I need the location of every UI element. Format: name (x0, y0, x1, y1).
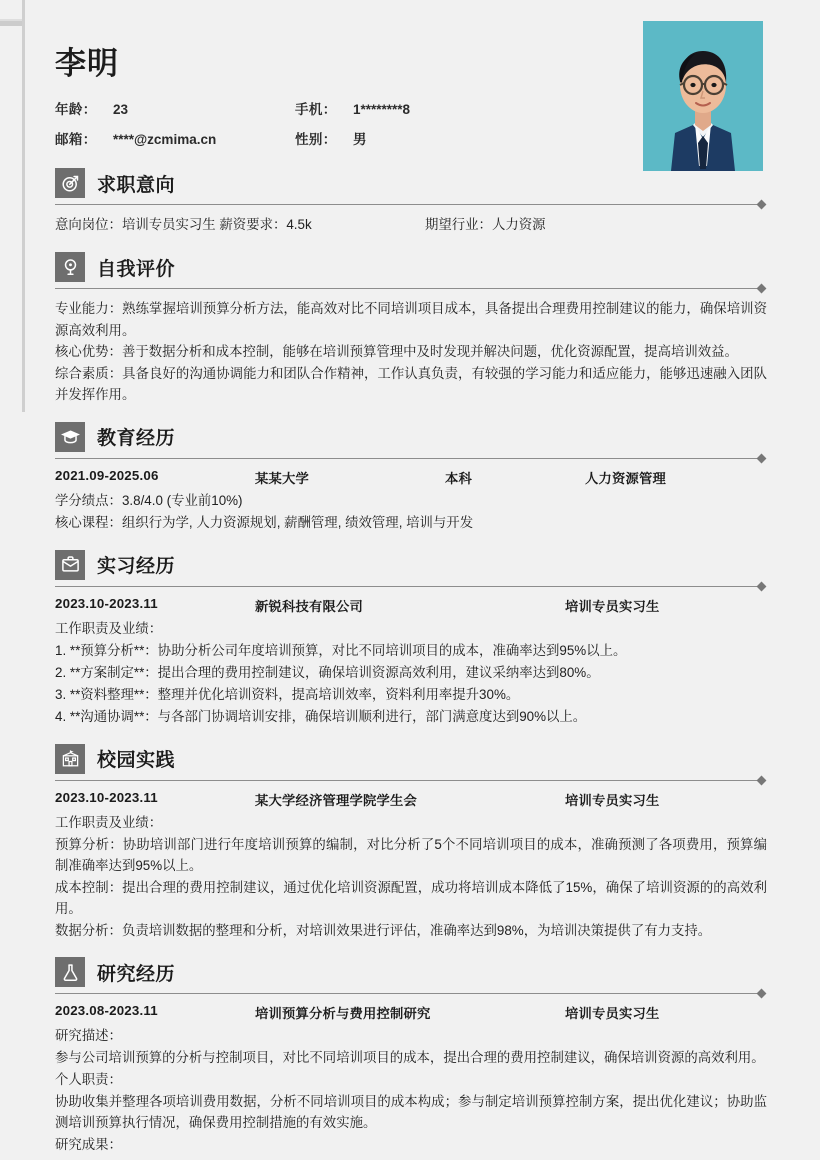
target-icon (55, 168, 85, 198)
research-date: 2023.08-2023.11 (55, 1003, 158, 1018)
internship-role: 培训专员实习生 (565, 598, 660, 614)
section-header-education (55, 422, 795, 452)
section-body-internship (55, 592, 767, 728)
phone-value: 1********8 (353, 102, 411, 117)
research-topic: 培训预算分析与费用控制研究 (255, 1006, 431, 1021)
contact-field-email (55, 128, 295, 148)
lightbulb-icon (55, 252, 85, 282)
research-role: 培训专员实习生 (565, 1006, 660, 1021)
section-divider-education (55, 454, 765, 464)
education-gpa: 学分绩点：3.8/4.0 (专业前10%) (55, 492, 243, 508)
research-desc-label: 研究描述： (55, 1028, 122, 1043)
campus-paragraph: 预算分析：协助培训部门进行年度培训预算的编制，对比分析了5个不同培训项目的成本，准确预测了各项费用，预算编制准确率达到95%以上。 (55, 836, 767, 873)
section-divider-job-intent (55, 200, 765, 210)
resume-header (25, 0, 795, 168)
section-job-intent (25, 168, 795, 236)
contact-field-phone (295, 98, 575, 118)
section-body-education (55, 464, 767, 534)
section-title-education: 教育经历 (97, 428, 176, 449)
campus-date: 2023.10-2023.11 (55, 789, 158, 805)
section-self-evaluation (25, 252, 795, 406)
education-major: 人力资源管理 (585, 470, 666, 486)
section-header-job-intent (55, 168, 795, 198)
internship-date: 2023.10-2023.11 (55, 595, 158, 611)
section-body-research (55, 999, 767, 1156)
section-campus-practice (25, 744, 795, 942)
school-building-icon (55, 744, 85, 774)
research-desc: 参与公司培训预算的分析与控制项目，对比不同培训项目的成本，提出合理的费用控制建议，确保培训资源的高效利用。 (55, 1050, 765, 1065)
section-research (25, 957, 795, 1156)
job-intent-industry: 期望行业：人力资源 (425, 217, 546, 232)
section-header-research (55, 957, 795, 987)
internship-item: 4. **沟通协调**：与各部门协调培训安排，确保培训顺利进行，部门满意度达到90%以上。 (55, 708, 587, 724)
email-label: 邮箱： (55, 132, 97, 147)
age-label: 年龄： (55, 102, 97, 117)
education-degree: 本科 (445, 470, 472, 486)
section-title-self-evaluation: 自我评价 (97, 258, 176, 280)
briefcase-icon (55, 550, 85, 580)
section-title-research: 研究经历 (97, 963, 176, 985)
research-duty-label: 个人职责： (55, 1071, 122, 1087)
research-duty: 协助收集并整理各项培训费用数据，分析不同培训项目的成本构成；参与制定培训预算控制方案，提出优化建议；协助监测培训预算执行情况，确保费用控制措施的有效实施。 (55, 1093, 767, 1130)
self-eval-paragraph: 专业能力：熟练掌握培训预算分析方法，能高效对比不同培训项目成本，具备提出合理费用控制建议的能力，确保培训资源高效利用。 (55, 301, 767, 338)
page-title: 李明 (55, 46, 119, 81)
email-value: ****@zcmima.cn (113, 132, 217, 147)
campus-paragraph: 数据分析：负责培训数据的整理和分析，对培训效果进行评估，准确率达到98%，为培训决策提供了有力支持。 (55, 922, 712, 938)
section-body-self-evaluation (55, 294, 767, 406)
internship-item: 2. **方案制定**：提出合理的费用控制建议，确保培训资源高效利用，建议采纳率达到80%。 (55, 664, 600, 680)
self-eval-paragraph: 综合素质：具备良好的沟通协调能力和团队合作精神，工作认真负责，有较强的学习能力和适应能力，能够迅速融入团队并发挥作用。 (55, 365, 767, 402)
gender-label: 性别： (295, 132, 337, 147)
internship-item: 3. **资料整理**：整理并优化培训资料，提高培训效率，资料利用率提升30%。 (55, 686, 520, 702)
section-title-internship: 实习经历 (97, 556, 176, 577)
section-internship (25, 550, 795, 728)
internship-subhead: 工作职责及业绩： (55, 620, 163, 636)
education-courses: 核心课程：组织行为学, 人力资源规划, 薪酬管理, 绩效管理, 培训与开发 (55, 514, 474, 530)
job-intent-line: 意向岗位：培训专员实习生 薪资要求：4.5k (55, 217, 312, 232)
section-title-campus-practice: 校园实践 (97, 750, 176, 771)
campus-paragraph: 成本控制：提出合理的费用控制建议，通过优化培训资源配置，成功将培训成本降低了15%，确保了培训资源的的高效利用。 (55, 879, 767, 916)
section-header-campus-practice (55, 744, 795, 774)
contact-field-age (55, 98, 295, 118)
section-divider-research (55, 989, 765, 999)
section-header-self-evaluation (55, 252, 795, 282)
section-divider-internship (55, 582, 765, 592)
avatar (643, 21, 763, 171)
research-result-label: 研究成果： (55, 1136, 122, 1152)
internship-entry-meta (55, 596, 767, 615)
education-date: 2021.09-2025.06 (55, 467, 159, 483)
section-divider-self-evaluation (55, 284, 765, 294)
campus-org: 某大学经济管理学院学生会 (255, 792, 417, 808)
campus-subhead: 工作职责及业绩： (55, 814, 163, 830)
section-title-job-intent: 求职意向 (97, 174, 176, 196)
phone-label: 手机： (295, 102, 337, 117)
education-school: 某某大学 (255, 470, 309, 486)
self-eval-paragraph: 核心优势：善于数据分析和成本控制，能够在培训预算管理中及时发现并解决问题，优化资源配置，提高培训效益。 (55, 344, 738, 359)
section-education (25, 422, 795, 534)
resume-page (25, 0, 795, 1160)
graduation-cap-icon (55, 422, 85, 452)
education-entry-meta (55, 468, 767, 487)
campus-role: 培训专员实习生 (565, 792, 660, 808)
section-body-campus-practice (55, 786, 767, 942)
gender-value: 男 (353, 132, 367, 147)
age-value: 23 (113, 102, 129, 117)
contact-info-grid (55, 98, 575, 148)
flask-icon (55, 957, 85, 987)
contact-field-gender (295, 128, 575, 148)
section-divider-campus-practice (55, 776, 765, 786)
section-body-job-intent (55, 210, 767, 236)
research-entry-meta (55, 1003, 767, 1022)
campus-entry-meta (55, 790, 767, 809)
internship-item: 1. **预算分析**：协助分析公司年度培训预算，对比不同培训项目的成本，准确率达到95%以上。 (55, 642, 627, 658)
internship-company: 新锐科技有限公司 (255, 598, 363, 614)
section-header-internship (55, 550, 795, 580)
